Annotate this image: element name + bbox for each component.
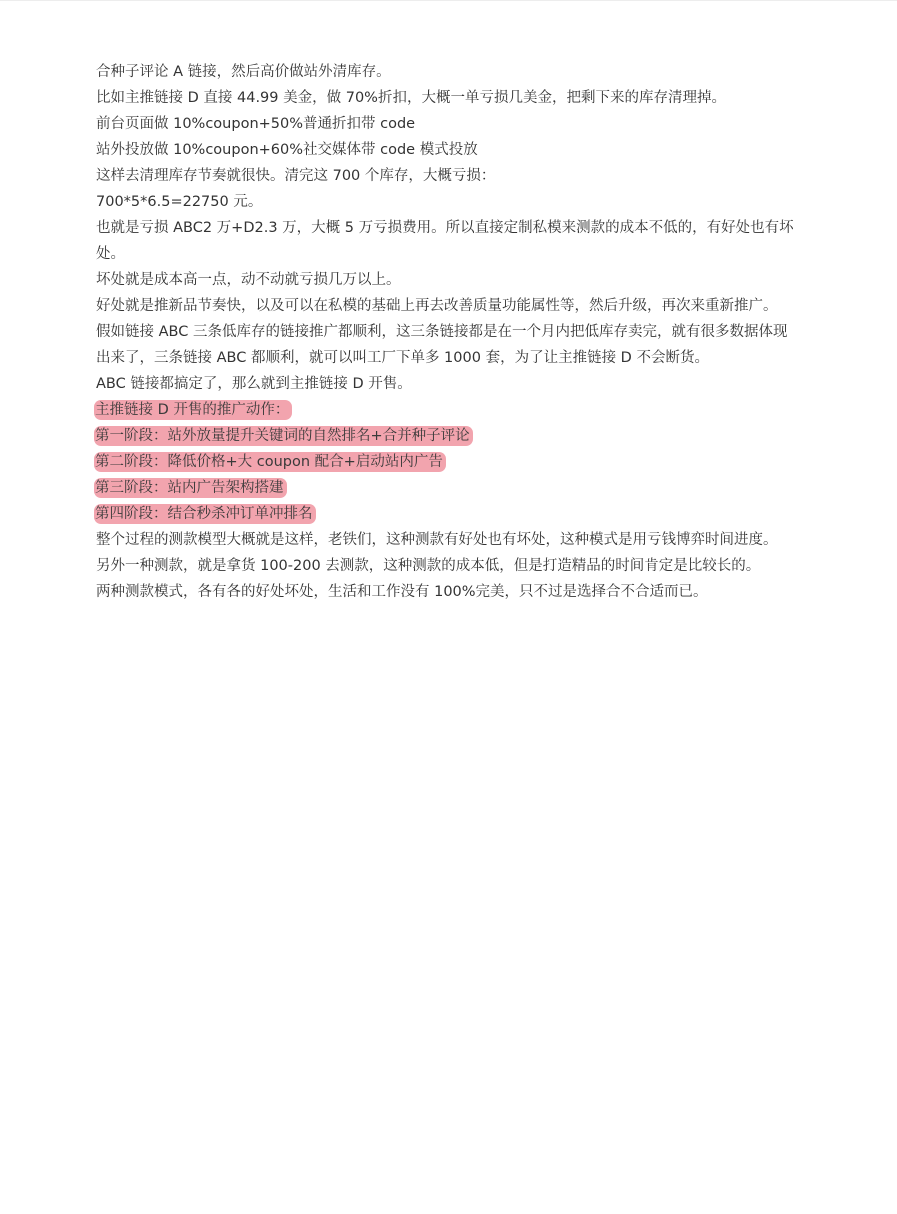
highlight-text: 第三阶段：站内广告架构搭建 bbox=[94, 478, 287, 498]
highlight-text: 第二阶段：降低价格+大 coupon 配合+启动站内广告 bbox=[94, 452, 446, 472]
highlight-text: 第一阶段：站外放量提升关键词的自然排名+合并种子评论 bbox=[94, 426, 473, 446]
document-body bbox=[96, 59, 796, 605]
paragraph: 好处就是推新品节奏快，以及可以在私模的基础上再去改善质量功能属性等，然后升级，再次来重新推广。 bbox=[96, 298, 778, 314]
highlighted-line bbox=[96, 501, 796, 527]
paragraph: 站外投放做 10%coupon+60%社交媒体带 code 模式投放 bbox=[96, 142, 478, 158]
highlighted-line bbox=[96, 423, 796, 449]
highlighted-line bbox=[96, 475, 796, 501]
paragraph: 也就是亏损 ABC2 万+D2.3 万，大概 5 万亏损费用。所以直接定制私模来测款的成本不低的，有好处也有坏处。 bbox=[96, 220, 794, 262]
paragraph: 前台页面做 10%coupon+50%普通折扣带 code bbox=[96, 116, 416, 132]
paragraph: 坏处就是成本高一点，动不动就亏损几万以上。 bbox=[96, 272, 401, 288]
paragraph: 另外一种测款，就是拿货 100-200 去测款，这种测款的成本低，但是打造精品的时间肯定是比较长的。 bbox=[96, 558, 761, 574]
paragraph: 两种测款模式，各有各的好处坏处，生活和工作没有 100%完美，只不过是选择合不合适而已。 bbox=[96, 584, 708, 600]
highlight-text: 主推链接 D 开售的推广动作： bbox=[94, 400, 292, 420]
paragraph: 合种子评论 A 链接，然后高价做站外清库存。 bbox=[96, 64, 391, 80]
paragraph: ABC 链接都搞定了，那么就到主推链接 D 开售。 bbox=[96, 376, 412, 392]
paragraph: 整个过程的测款模型大概就是这样，老铁们，这种测款有好处也有坏处，这种模式是用亏钱博弈时间进度。 bbox=[96, 532, 778, 548]
paragraph: 假如链接 ABC 三条低库存的链接推广都顺利，这三条链接都是在一个月内把低库存卖完，就有很多数据体现出来了，三条链接 ABC 都顺利，就可以叫工厂下单多 1000 套，为了让主推链接 D 不会断货。 bbox=[96, 324, 788, 366]
highlighted-line bbox=[96, 397, 796, 423]
paragraph: 这样去清理库存节奏就很快。清完这 700 个库存，大概亏损： bbox=[96, 168, 496, 184]
paragraph: 比如主推链接 D 直接 44.99 美金，做 70%折扣，大概一单亏损几美金，把剩下来的库存清理掉。 bbox=[96, 90, 726, 106]
highlighted-line bbox=[96, 449, 796, 475]
highlight-text: 第四阶段：结合秒杀冲订单冲排名 bbox=[94, 504, 316, 524]
paragraph: 700*5*6.5=22750 元。 bbox=[96, 194, 263, 210]
